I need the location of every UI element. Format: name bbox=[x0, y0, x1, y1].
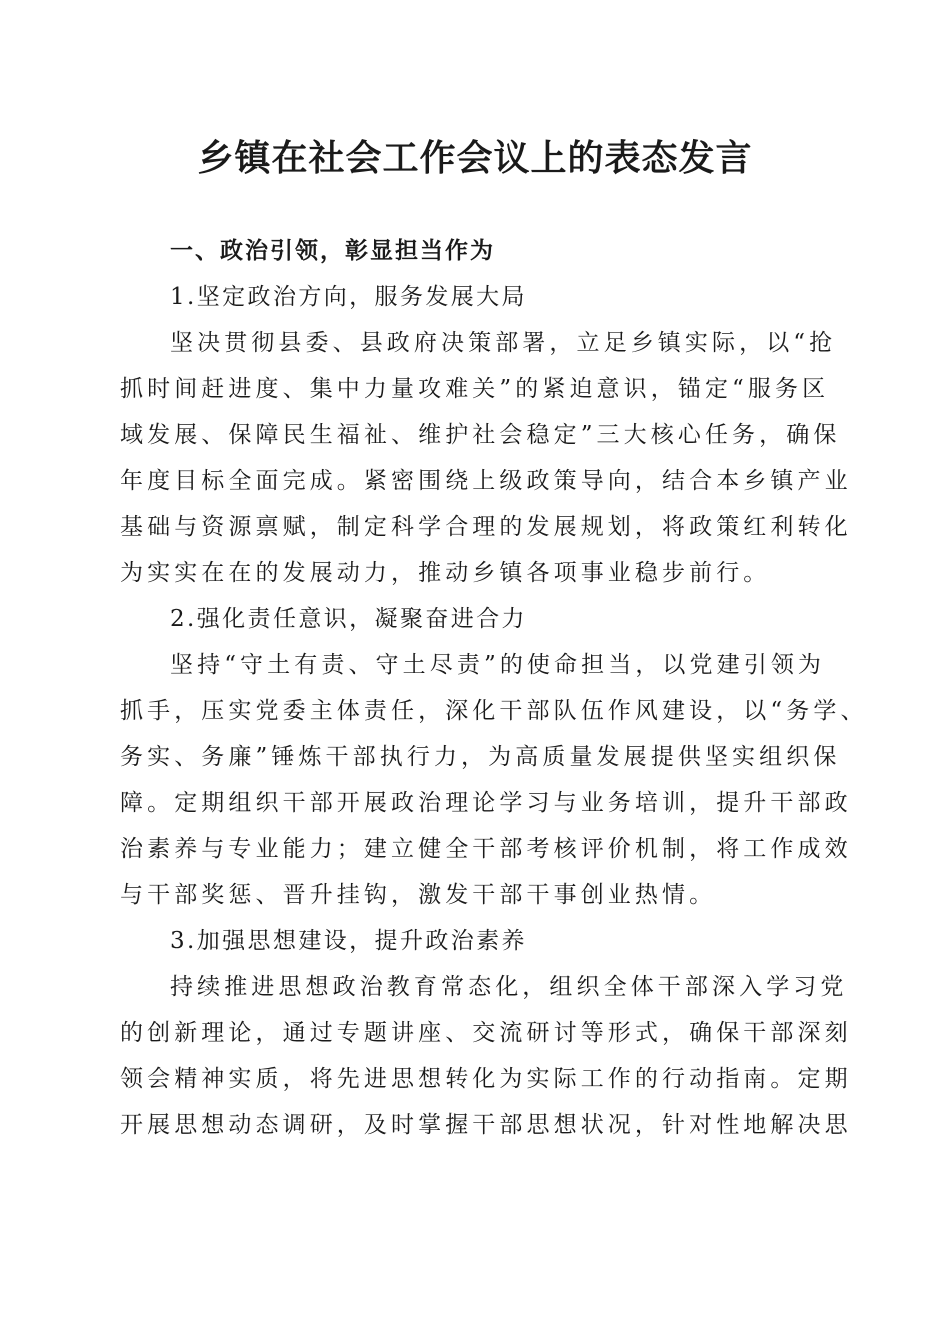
subsection-heading: 2.强化责任意识，凝聚奋进合力 bbox=[170, 606, 527, 632]
paragraph bbox=[120, 642, 868, 918]
paragraph-line: 抓手，压实党委主体责任，深化干部队伍作风建设，以“务学、 bbox=[120, 698, 868, 724]
paragraph-line: 持续推进思想政治教育常态化，组织全体干部深入学习党 bbox=[170, 974, 848, 1000]
paragraph-line: 基础与资源禀赋，制定科学合理的发展规划，将政策红利转化 bbox=[120, 514, 852, 540]
paragraph-line: 务实、务廉”锤炼干部执行力，为高质量发展提供坚实组织保 bbox=[120, 744, 841, 770]
section-heading: 一、政治引领，彰显担当作为 bbox=[170, 238, 495, 264]
paragraph-line: 坚决贯彻县委、县政府决策部署，立足乡镇实际，以“抢 bbox=[170, 330, 837, 356]
paragraph bbox=[120, 320, 852, 596]
paragraph-line: 为实实在在的发展动力，推动乡镇各项事业稳步前行。 bbox=[120, 560, 771, 586]
document-body bbox=[120, 228, 868, 1148]
paragraph-line: 开展思想动态调研，及时掌握干部思想状况，针对性地解决思 bbox=[120, 1112, 852, 1138]
subsection-heading: 1.坚定政治方向，服务发展大局 bbox=[170, 284, 527, 310]
paragraph-line: 抓时间赶进度、集中力量攻难关”的紧迫意识，锚定“服务区 bbox=[120, 376, 830, 402]
paragraph-line: 障。定期组织干部开展政治理论学习与业务培训，提升干部政 bbox=[120, 790, 852, 816]
paragraph bbox=[120, 964, 852, 1148]
paragraph-line: 的创新理论，通过专题讲座、交流研讨等形式，确保干部深刻 bbox=[120, 1020, 852, 1046]
paragraph-line: 年度目标全面完成。紧密围绕上级政策导向，结合本乡镇产业 bbox=[120, 468, 852, 494]
document-title: 乡镇在社会工作会议上的表态发言 bbox=[197, 137, 753, 179]
paragraph-line: 域发展、保障民生福祉、维护社会稳定”三大核心任务，确保 bbox=[120, 422, 841, 448]
paragraph-line: 治素养与专业能力；建立健全干部考核评价机制，将工作成效 bbox=[120, 836, 852, 862]
paragraph-line: 坚持“守土有责、守土尽责”的使命担当，以党建引领为 bbox=[170, 652, 826, 678]
paragraph-line: 与干部奖惩、晋升挂钩，激发干部干事创业热情。 bbox=[120, 882, 717, 908]
paragraph-line: 领会精神实质，将先进思想转化为实际工作的行动指南。定期 bbox=[120, 1066, 852, 1092]
subsection-heading: 3.加强思想建设，提升政治素养 bbox=[170, 928, 527, 954]
